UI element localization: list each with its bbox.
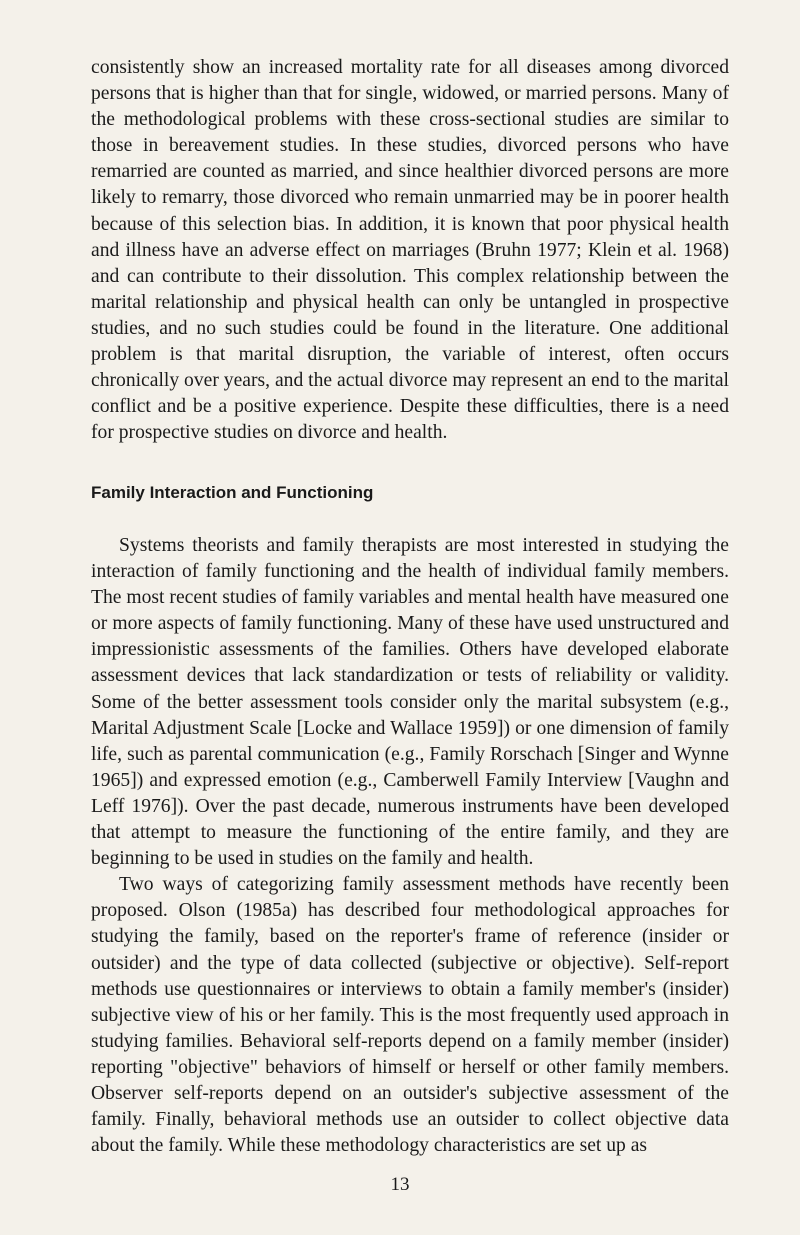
paragraph-text: consistently show an increased mortality rate for all diseases among divorced persons that is higher than that for single, widowed, or married persons. Many of the methodological problems with these cross-sectional studies are similar to those in bereavement studies. In these studies, divorced persons who have remarried are counted as married, and since healthier divorced persons are more likely to remarry, those divorced who remain unmarried may be in poorer health because of this selection bias. In addition, it is known that poor physical health and illness have an adverse effect on marriages (Bruhn 1977; Klein et al. 1968) and can contribute to their dissolution. This complex relationship between the marital relationship and physical health can only be untangled in prospective studies, and no such studies could be found in the literature. One additional problem is that marital disruption, the variable of interest, often occurs chronically over years, and the actual divorce may represent an end to the marital conflict and be a positive experience. Despite these difficulties, there is a need for prospective studies on divorce and health. bbox=[91, 57, 729, 444]
page-number: 13 bbox=[390, 1174, 410, 1195]
section-body bbox=[91, 533, 729, 1159]
section-heading: Family Interaction and Functioning bbox=[91, 483, 374, 502]
continued-paragraph bbox=[91, 55, 729, 446]
section-paragraph-1: Systems theorists and family therapists are most interested in studying the interaction of family functioning and the health of individual family members. The most recent studies of family variables and mental health have measured one or more aspects of family functioning. Many of these have used unstructured and impressionistic assessments of the families. Others have developed elaborate assessment devices that lack standardization or tests of reliability or validity. Some of the better assessment tools consider only the marital subsystem (e.g., Marital Adjustment Scale [Locke and Wallace 1959]) or one dimension of family life, such as parental communication (e.g., Family Rorschach [Singer and Wynne 1965]) and expressed emotion (e.g., Camberwell Family Interview [Vaughn and Leff 1976]). Over the past decade, numerous instruments have been developed that attempt to measure the functioning of the entire family, and they are beginning to be used in studies on the family and health. bbox=[91, 535, 729, 870]
section-paragraph-2: Two ways of categorizing family assessment methods have recently been proposed. Olson (1985a) has described four methodological approaches for studying the family, based on the reporter's frame of reference (insider or outsider) and the type of data collected (subjective or objective). Self-report methods use questionnaires or interviews to obtain a family member's (insider) subjective view of his or her family. This is the most frequently used approach in studying families. Behavioral self-reports depend on a family member (insider) reporting "objective" behaviors of himself or herself or other family members. Observer self-reports depend on an outsider's subjective assessment of the family. Finally, behavioral methods use an outsider to collect objective data about the family. While these methodology characteristics are set up as bbox=[91, 874, 729, 1157]
